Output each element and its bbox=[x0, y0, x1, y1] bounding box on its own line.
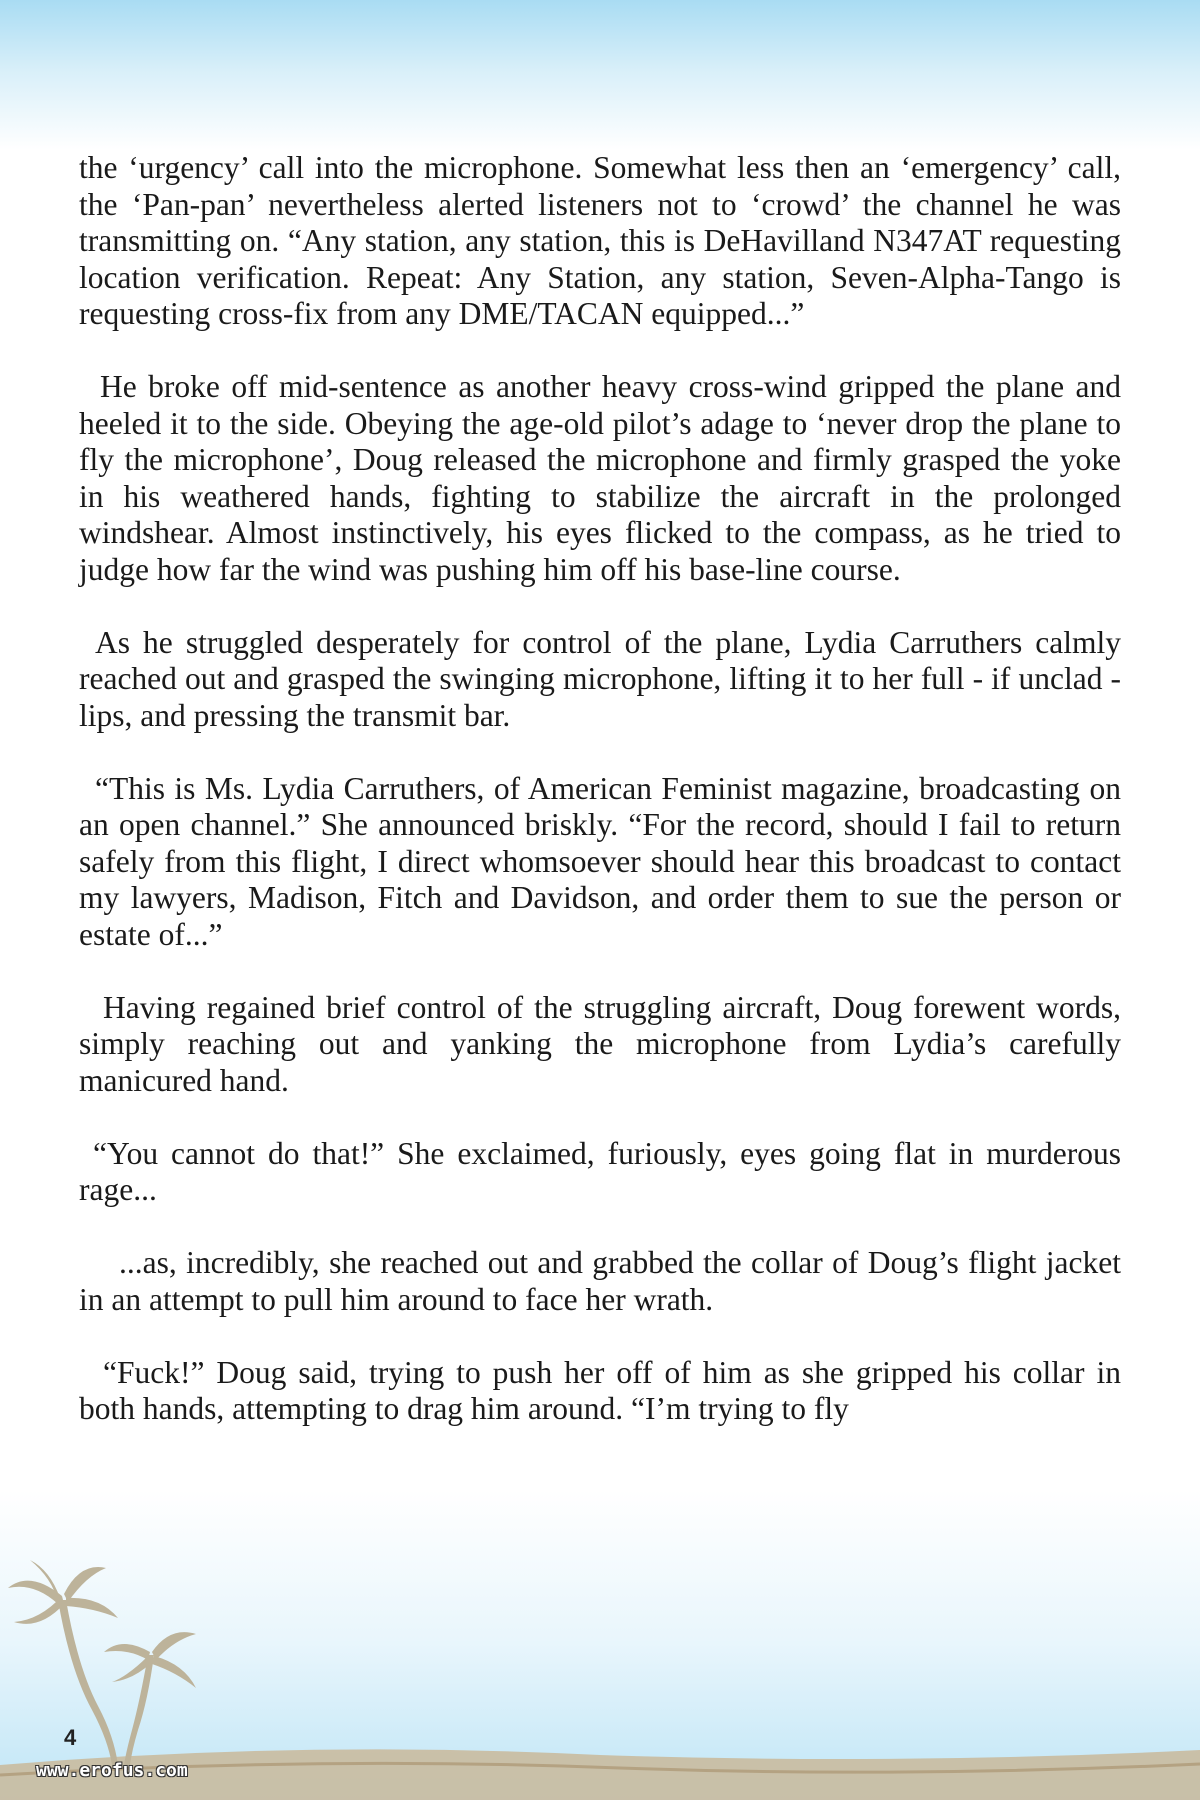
paragraph-8: “Fuck!” Doug said, trying to push her off of him as she gripped his collar in both hands, attempting to drag him around. “I’m trying to fly bbox=[79, 1354, 1121, 1426]
watermark: www.erofus.com bbox=[36, 1760, 188, 1781]
paragraph-1: the ‘urgency’ call into the microphone. Somewhat less then an ‘emergency’ call, the ‘Pan-pan’ nevertheless alerted listeners not to ‘crowd’ the channel he was transmitting on. “Any station, any station, this is DeHavilland N347AT requesting location verification. Repeat: Any Station, any station, Seven-Alpha-Tango is requesting cross-fix from any DME/TACAN equipped...” bbox=[79, 150, 1121, 331]
palm-tree-icon bbox=[104, 1632, 196, 1765]
paragraph-6: “You cannot do that!” She exclaimed, furiously, eyes going flat in murderous rage... bbox=[79, 1135, 1121, 1207]
page-body-text bbox=[79, 150, 1121, 1464]
paragraph-7: ...as, incredibly, she reached out and grabbed the collar of Doug’s flight jacket in an attempt to pull him around to face her wrath. bbox=[79, 1245, 1121, 1317]
paragraph-5: Having regained brief control of the struggling aircraft, Doug forewent words, simply reaching out and yanking the microphone from Lydia’s carefully manicured hand. bbox=[79, 989, 1121, 1098]
page-number: 4 bbox=[64, 1725, 77, 1750]
palm-tree-icon bbox=[8, 1560, 118, 1765]
paragraph-3: As he struggled desperately for control of the plane, Lydia Carruthers calmly reached out and grasped the swinging microphone, lifting it to her full - if unclad - lips, and pressing the transmit bar. bbox=[79, 624, 1121, 733]
paragraph-4: “This is Ms. Lydia Carruthers, of American Feminist magazine, broadcasting on an open channel.” She announced briskly. “For the record, should I fail to return safely from this flight, I direct whomsoever should hear this broadcast to contact my lawyers, Madison, Fitch and Davidson, and order them to sue the person or estate of...” bbox=[79, 770, 1121, 952]
paragraph-2: He broke off mid-sentence as another heavy cross-wind gripped the plane and heeled it to the side. Obeying the age-old pilot’s adage to ‘never drop the plane to fly the microphone’, Doug released the microphone and firmly grasped the yoke in his weathered hands, fighting to stabilize the aircraft in the prolonged windshear. Almost instinctively, his eyes flicked to the compass, as he tried to judge how far the wind was pushing him off his base-line course. bbox=[79, 369, 1121, 587]
